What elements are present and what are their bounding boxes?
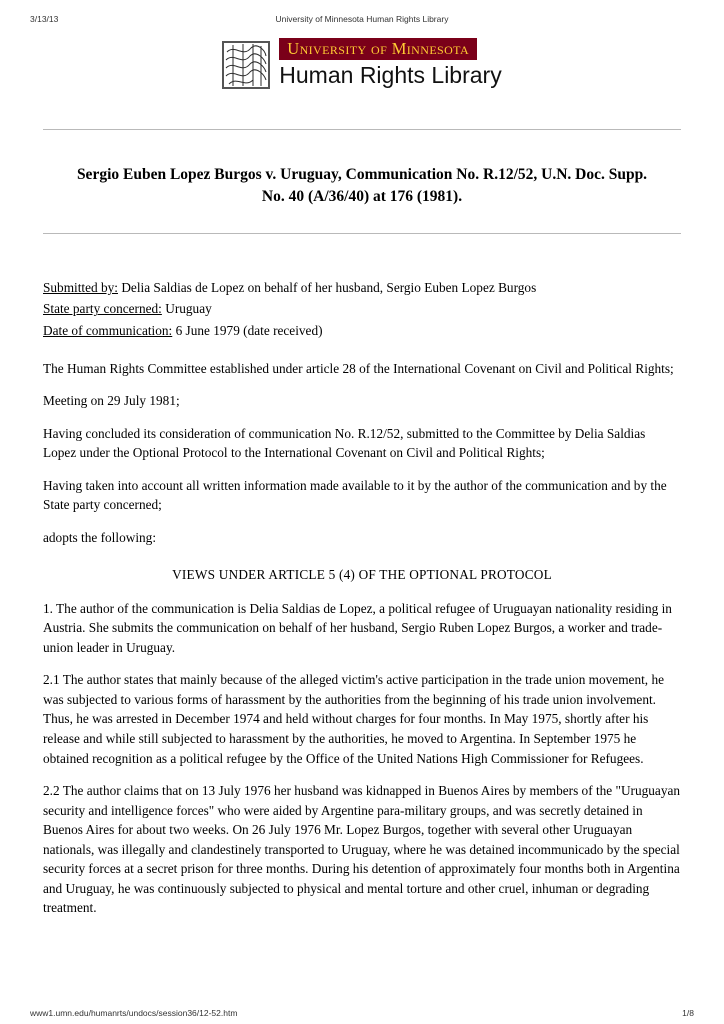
meta-value: Delia Saldias de Lopez on behalf of her husband, Sergio Euben Lopez Burgos [121, 279, 537, 295]
print-header-title: University of Minnesota Human Rights Library [275, 14, 449, 24]
logo-banner-text: University of Minnesota [279, 38, 477, 60]
divider-top [43, 129, 681, 130]
meta-row [43, 321, 681, 341]
source-url: www1.umn.edu/humanrts/undocs/session36/12-52.htm [30, 1008, 238, 1018]
paragraph: Meeting on 29 July 1981; [43, 393, 180, 409]
meta-row [43, 299, 681, 319]
paragraph: adopts the following: [43, 529, 157, 545]
site-logo[interactable] [43, 38, 681, 89]
document-content [43, 34, 681, 931]
meta-label: State party concerned: [43, 301, 162, 317]
paragraph: 2.1 The author states that mainly because of the alleged victim's active participation in the trade union movement, he was subjected to various forms of harassment by the authorities from the beginning of his trade union involvement. Thus, he was arrested in December 1974 and held without charges for four months. In May 1975, shortly after his release and while still subjected to harassment by the authorities, he moved to Argentina. In September 1975 he obtained recognition as a political refugee by the Office of the United Nations High Commissioner for Refugees. [43, 672, 664, 766]
section-heading: VIEWS UNDER ARTICLE 5 (4) OF THE OPTIONAL PROTOCOL [172, 567, 552, 583]
meta-label: Date of communication: [43, 323, 173, 338]
meta-value: 6 June 1979 (date received) [175, 323, 323, 338]
document-body [43, 278, 681, 918]
paragraph: 2.2 The author claims that on 13 July 1976 her husband was kidnapped in Buenos Aires by members of the "Uruguayan security and intelligence forces" who were aided by Argentine para-military groups, and was secretly detained in Buenos Aires for about two weeks. On 26 July 1976 Mr. Lopez Burgos, together with several other Uruguayan nationals, was illegally and clandestinely transported to Uruguay, where he was detained incommunicado by the special security forces at a secret prison for three months. During his detention of approximately four months both in Argentina and Uruguay, he was continuously subjected to physical and mental torture and other cruel, inhuman or degrading treatment. [43, 783, 681, 916]
paragraph: Having taken into account all written information made available to it by the author of the communication and by the State party concerned; [43, 477, 667, 513]
meta-value: Uruguay [165, 301, 212, 317]
page-number: 1/8 [682, 1008, 694, 1018]
paragraph: The Human Rights Committee established under article 28 of the International Covenant on Civil and Political Rights; [43, 360, 674, 376]
print-date: 3/13/13 [30, 14, 59, 24]
meta-label: Submitted by: [43, 279, 118, 295]
umn-crest-icon [222, 41, 270, 89]
page-title: Sergio Euben Lopez Burgos v. Uruguay, Communication No. R.12/52, U.N. Doc. Supp. No. 40 (A/36/40) at 176 (1981). [76, 166, 648, 206]
paragraph: 1. The author of the communication is Delia Saldias de Lopez, a political refugee of Uruguayan nationality residing in Austria. She submits the communication on behalf of her husband, Sergio Ruben Lopez Burgos, a worker and trade-union leader in Uruguay. [43, 600, 672, 655]
divider-bottom [43, 233, 681, 234]
meta-row [43, 278, 681, 298]
logo-subtitle: Human Rights Library [279, 62, 502, 89]
paragraph: Having concluded its consideration of communication No. R.12/52, submitted to the Committee by Delia Saldias Lopez under the Optional Protocol to the International Covenant on Civil and Political Rights; [43, 425, 646, 461]
